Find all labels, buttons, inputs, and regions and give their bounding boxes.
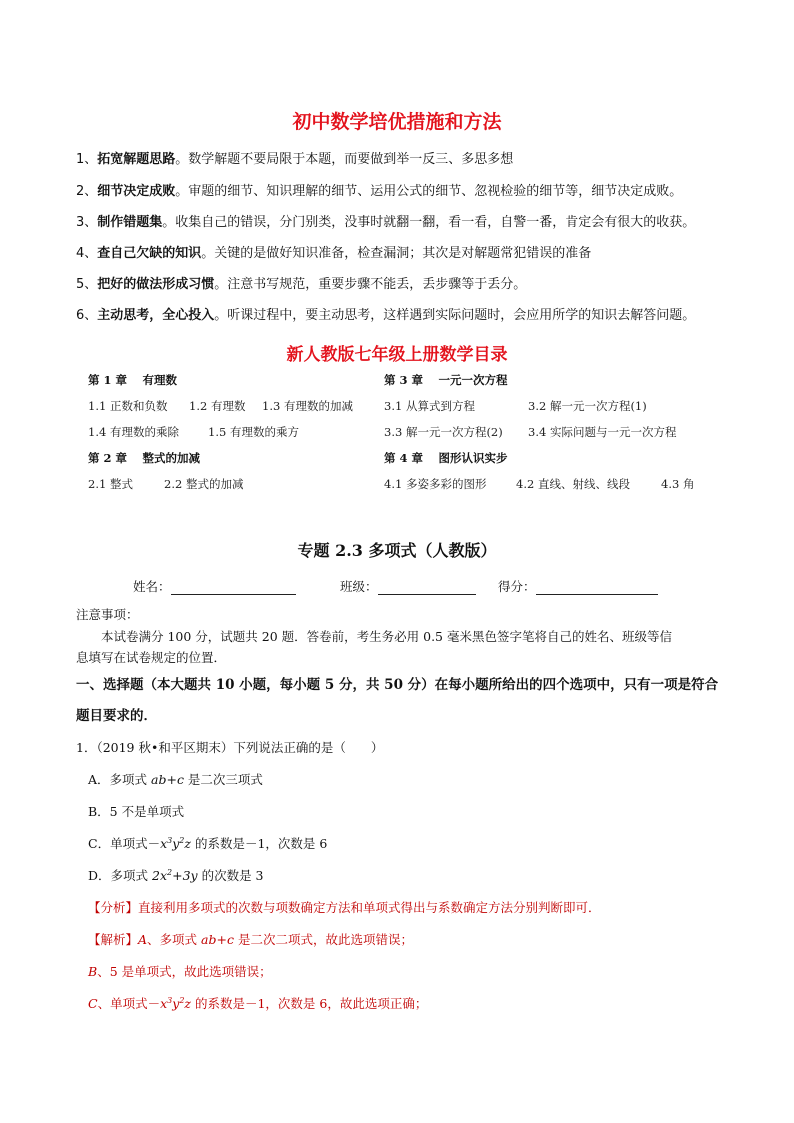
analysis: 【分析】直接利用多项式的次数与项数确定方法和单项式得出与系数确定方法分别判断即可． <box>88 900 601 915</box>
tip-6: 6、主动思考，全心投入。听课过程中，要主动思考，这样遇到实际问题时，会应用所学的知识去解答问题。 <box>76 308 696 323</box>
option-d[interactable]: D．多项式 $2x^2+3y$ 的次数是 3 <box>88 867 264 883</box>
toc-item: 3.4 实际问题与一元一次方程 <box>528 425 677 439</box>
toc-item: 1.3 有理数的加减 <box>262 399 353 413</box>
question-stem: 1．（2019 秋•和平区期末）下列说法正确的是（ ） <box>76 740 384 755</box>
toc-item: 3.3 解一元一次方程(2) <box>384 425 503 439</box>
option-a[interactable]: A．多项式 ab+c 是二次三项式 <box>88 772 263 787</box>
toc-item: 1.5 有理数的乘方 <box>208 425 299 439</box>
notice-line-1: 本试卷满分 100 分，试题共 20 题．答卷前，考生务必用 0.5 毫米黑色签字笔将自己的姓名、班级等信 <box>101 629 672 644</box>
math-monomial: $x^3y^2z$ <box>160 995 191 1011</box>
name-blank[interactable] <box>171 580 296 595</box>
analysis-tag: 【分析】 <box>88 900 139 915</box>
score-blank[interactable] <box>536 580 658 595</box>
solution-b: B、5 是单项式，故此选项错误； <box>88 964 272 979</box>
class-blank[interactable] <box>378 580 476 595</box>
notice-label: 注意事项： <box>76 607 139 622</box>
toc-chapter-4: 第 4 章 图形认识实步 <box>384 451 508 465</box>
score-label: 得分： <box>498 579 536 594</box>
toc-item: 4.3 角 <box>661 477 695 491</box>
option-b[interactable]: B．5 不是单项式 <box>88 804 185 819</box>
solution-tag: 【解析】 <box>88 932 139 947</box>
name-label: 姓名： <box>133 579 171 594</box>
toc-chapter-3: 第 3 章 一元一次方程 <box>384 373 508 387</box>
toc-item: 3.2 解一元一次方程(1) <box>528 399 647 413</box>
notice-line-2: 息填写在试卷规定的位置． <box>76 650 227 665</box>
name-field[interactable] <box>133 577 296 595</box>
solution-c: C、单项式$-x^3y^2z$ 的系数是－1，次数是 6，故此选项正确； <box>88 995 428 1011</box>
score-field[interactable] <box>498 577 658 595</box>
math-monomial: $x^3y^2z$ <box>160 835 191 851</box>
toc-item: 2.2 整式的加减 <box>164 477 244 491</box>
exam-title: 专题 2.3 多项式（人教版） <box>297 541 497 560</box>
tip-5: 5、把好的做法形成习惯。注意书写规范，重要步骤不能丢，丢步骤等于丢分。 <box>76 277 527 292</box>
toc-item: 2.1 整式 <box>88 477 133 491</box>
toc-item: 3.1 从算式到方程 <box>384 399 475 413</box>
toc-chapter-1: 第 1 章 有理数 <box>88 373 178 387</box>
tip-1: 1、拓宽解题思路。数学解题不要局限于本题，而要做到举一反三、多思多想 <box>76 152 514 167</box>
class-label: 班级： <box>340 579 378 594</box>
toc-chapter-2: 第 2 章 整式的加减 <box>88 451 201 465</box>
toc-item: 1.1 正数和负数 <box>88 399 168 413</box>
option-c[interactable]: C．单项式$-x^3y^2z$ 的系数是－1，次数是 6 <box>88 835 328 851</box>
page-title: 初中数学培优措施和方法 <box>292 111 502 133</box>
tip-4: 4、查自己欠缺的知识。关键的是做好知识准备，检查漏洞；其次是对解题常犯错误的准备 <box>76 246 592 261</box>
toc-title: 新人教版七年级上册数学目录 <box>286 345 508 365</box>
class-field[interactable] <box>340 577 476 595</box>
tip-2: 2、细节决定成败。审题的细节、知识理解的细节、运用公式的细节、忽视检验的细节等，细节决定成败。 <box>76 184 683 199</box>
section-heading: 一、选择题（本大题共 10 小题，每小题 5 分，共 50 分）在每小题所给出的四个选项中，只有一项是符合 <box>76 677 719 693</box>
math-polynomial: $2x^2+3y$ <box>152 867 198 883</box>
solution-a: 【解析】A、多项式 ab+c 是二次二项式，故此选项错误； <box>88 932 413 947</box>
toc-item: 1.4 有理数的乘除 <box>88 425 179 439</box>
tip-3: 3、制作错题集。收集自己的错误，分门别类，没事时就翻一翻，看一看，自警一番，肯定会有很大的收获。 <box>76 215 696 230</box>
toc-item: 4.1 多姿多彩的图形 <box>384 477 487 491</box>
toc-item: 1.2 有理数 <box>189 399 246 413</box>
section-heading-cont: 题目要求的． <box>76 708 157 724</box>
toc-item: 4.2 直线、射线、线段 <box>516 477 630 491</box>
